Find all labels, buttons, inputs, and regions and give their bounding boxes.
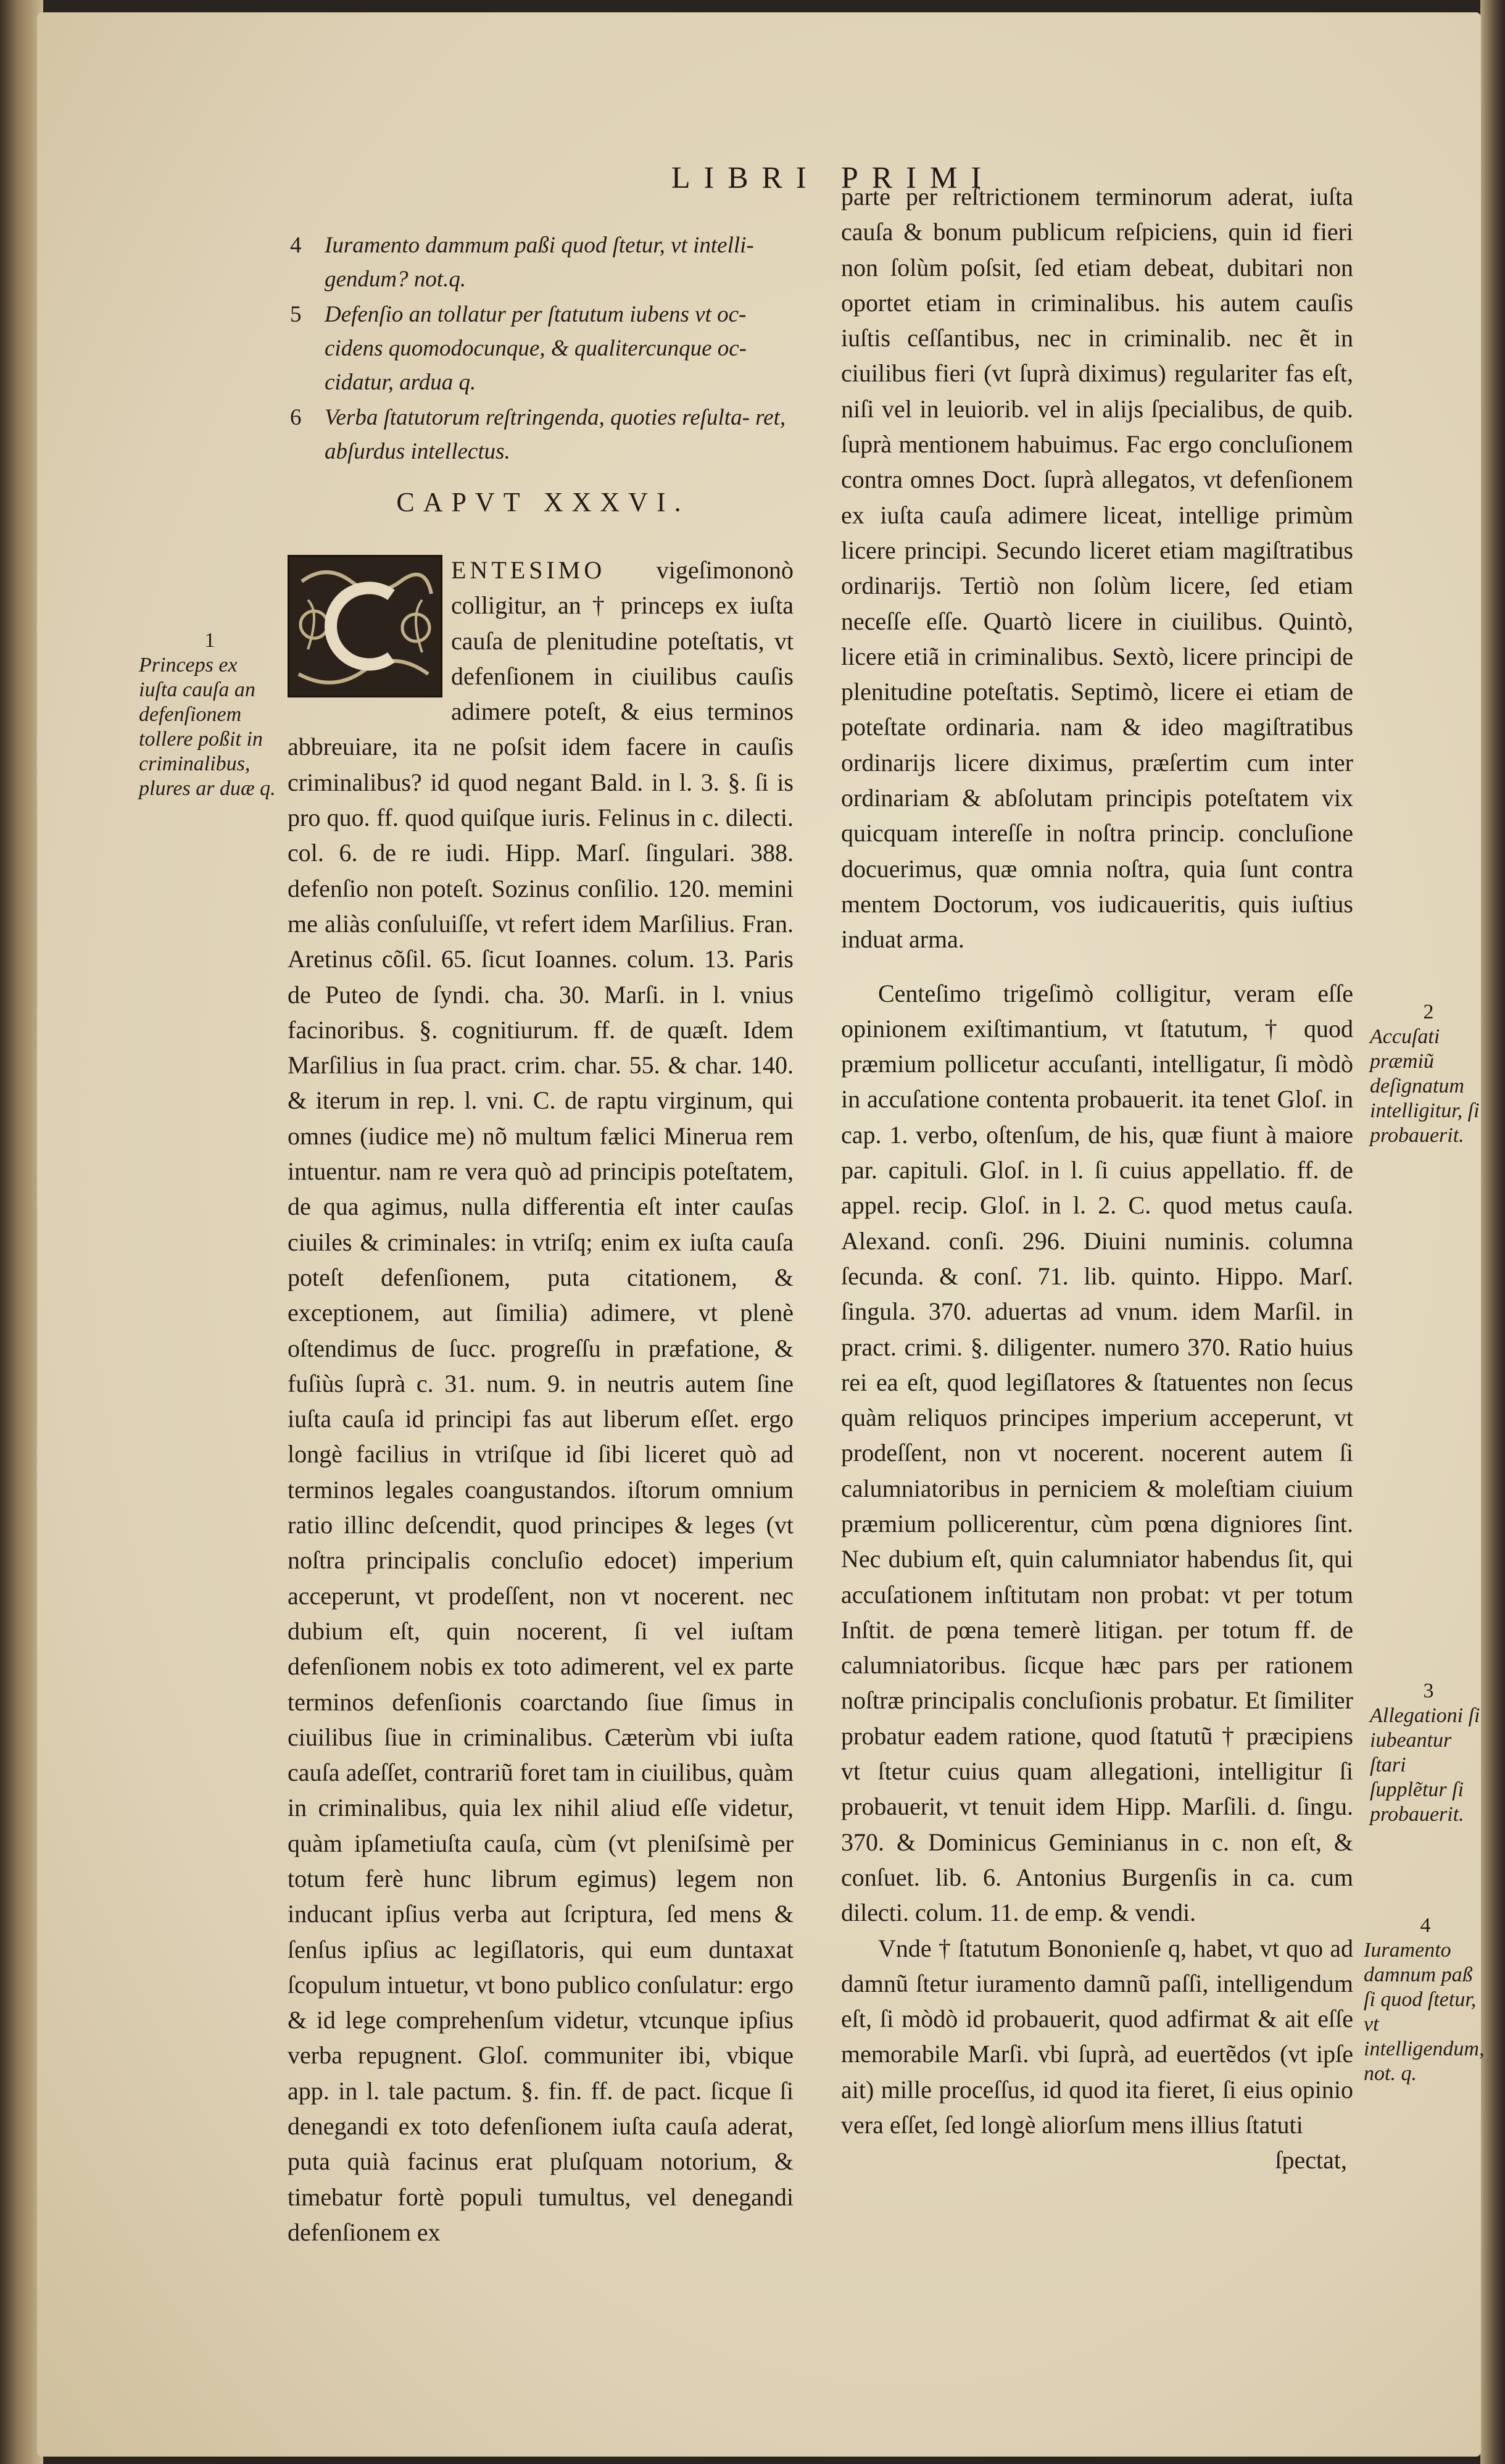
margin-note-text: Iuramento damnum paß ſi quod ſtetur, vt intelligendum, not. q. (1364, 1939, 1485, 2085)
summary-item (290, 401, 808, 468)
margin-note-number: 2 (1423, 1001, 1434, 1023)
margin-note-1 (139, 628, 281, 801)
margin-note-4 (1364, 1913, 1487, 2086)
summary-item (290, 298, 808, 399)
margin-note-number: 1 (204, 629, 215, 652)
right-column (841, 179, 1353, 2178)
summary-number: 6 (290, 405, 302, 430)
page-stack-right (1480, 0, 1505, 2464)
initial-ornament-icon (289, 557, 441, 696)
right-paragraph-3: Vnde † ſtatutum Bononienſe q, habet, vt quo ad damnũ ſtetur iuramento damnũ paſſi, intelligendum eſt, ſi mòdò id probauerit, quod adfirmat & ait eſſe memorabile Marſi. vbi ſuprà, ad euertẽdos (vt ipſe ait) mille proceſſus, id quod ita fieret, ſi eius opinio vera eſſet, ſed longè aliorſum mens illius ſtatuti (841, 1934, 1353, 2139)
margin-note-2 (1370, 1000, 1487, 1148)
chapter-lead-word: ENTESIMO (451, 556, 606, 584)
chapter-heading: CAPVT XXXVI. (396, 487, 690, 517)
margin-note-text: Allegationi ſi iubeantur ſtari ſupplẽtur ſi probauerit. (1370, 1704, 1480, 1826)
margin-note-text: Princeps ex iuſta cauſa an defenſionem tollere poßit in criminalibus, plures ar duæ q. (139, 654, 276, 800)
margin-note-text: Accuſati præmiũ deſignatum intelligitur, ſi probauerit. (1370, 1025, 1480, 1147)
summary-number: 5 (290, 302, 302, 327)
left-column (288, 552, 794, 2250)
chapter-summary (290, 228, 808, 470)
running-head: LIBRI PRIMI (671, 160, 995, 194)
right-paragraph-2: Centeſimo trigeſimò colligitur, veram eſſe opinionem exiſtimantium, vt ſtatutum, † quod præmium pollicetur accuſanti, intelligatur, ſi mòdò in accuſatione contenta probauerit. ita tenet Gloſ. in cap. 1. verbo, oſtenſum, de his, quæ fiunt à maiore par. capituli. Gloſ. in l. ſi cuius appellatio. ff. de appel. recip. Gloſ. in l. 2. C. quod metus cauſa. Alexand. conſi. 296. Diuini numinis. columna ſecunda. & conſ. 71. lib. quinto. Hippo. Marſ. ſingula. 370. aduertas ad vnum. idem Marſil. in pract. crimi. §. diligenter. numero 370. Ratio huius rei ea eſt, quod legiſlatores & ſtatuentes non ſecus quàm reliquos principes imperium acceperunt, vt prodeſſent, non vt nocerent. nocerent autem ſi calumniatoribus in perniciem & moleſtiam ciuium præmium pollicerentur, cùm pœna digniores ſint. Nec dubium eſt, quin calumniator habendus ſit, qui accuſationem inſtitutam non probat: vt per totum Inſtit. de pœna temerè litigan. per totum ff. de calumniatoribus. ſicque hæc pars per rationem noſtræ principalis concluſionis probatur. Et ſimiliter probatur eadem ratione, quod ſtatutũ † præcipiens vt ſtetur cuius quam allegationi, intelligitur ſi probauerit, vt tenuit idem Hipp. Marſili. d. ſingu. 370. & Dominicus Geminianus in c. non eſt, & conſuet. lib. 6. Antonius Burgenſis in ca. cum dilecti. colum. 11. de emp. & vendi. (841, 979, 1353, 1927)
margin-note-3 (1370, 1679, 1487, 1827)
right-paragraph-1: parte per reſtrictionem terminorum aderat, iuſta cauſa & bonum publicum reſpiciens, quin id fieri non ſolùm poſsit, ſed etiam debeat, dubitari non oportet etiam in criminalibus. his autem cauſis iuſtis ceſſantibus, nec in criminalib. nec ẽt in ciuilibus fieri (vt ſuprà diximus) regulariter fas eſt, niſi vel in leuiorib. vel in alijs ſpecialibus, de quib. ſuprà mentionem habuimus. Fac ergo concluſionem contra omnes Doct. ſuprà allegatos, vt defenſionem ex iuſta cauſa adimere liceat, intellige primùm licere principi. Secundo liceret etiam magiſtratibus ordinarijs. Tertiò non ſolùm licere, ſed etiam neceſſe eſſe. Quartò licere in ciuilibus. Quintò, licere etiã in criminalibus. Sextò, licere principi de plenitudine poteſtatis. Septimò, licere ei etiam de poteſtate ordinaria. nam & ideo magiſtratibus ordinarijs licere diximus, præſertim cum inter ordinariam & abſolutam principis poteſtatem vix quicquam intereſſe in noſtra princip. concluſione docuerimus, quæ omnia noſtra, quia ſunt contra mentem Doctorum, vos iudicaueritis, quis iuſtius induat arma. (841, 183, 1353, 954)
catchword: ſpectat, (1275, 2146, 1347, 2175)
decorated-initial (288, 555, 442, 697)
left-column-text: vigeſimononò colligitur, an † princeps ex iuſta cauſa de plenitudine poteſtatis, vt defenſionem in ciuilibus cauſis adimere poteſt, & eius terminos abbreuiare, ita ne poſsit idem facere in cauſis criminalibus? id quod negant Bald. in l. 3. §. ſi is pro quo. ff. quod quiſque iuris. Felinus in c. dilecti. col. 6. de re iudi. Hipp. Marſ. ſingulari. 388. defenſio non poteſt. Sozinus conſilio. 120. memini me aliàs conſuluiſſe, vt refert idem Marſilius. Fran. Aretinus cõſil. 65. ſicut Ioannes. colum. 13. Paris de Puteo de ſyndi. cha. 30. Marſi. in l. vnius facinoribus. §. cognitiurum. ff. de quæſt. Idem Marſilius in ſua pract. crim. char. 55. & char. 140. & iterum in rep. l. vni. C. de raptu virginum, qui omnes (iudice me) nõ multum fælici Minerua rem intuentur. nam re vera quò ad principis poteſtatem, de qua agimus, nulla differentia eſt inter cauſas ciuiles & criminales: in vtriſq; enim ex iuſta cauſa poteſt defenſionem, puta citationem, & exceptionem, aut ſimilia) adimere, vt plenè oſtendimus de ſucc. progreſſu in præfatione, & fuſiùs ſuprà c. 31. num. 9. in neutris autem ſine iuſta cauſa id principi fas aut liberum eſſet. ergo longè facilius in vtriſque id ſibi liceret quò ad terminos legales coangustandos. iſtorum omnium ratio illinc deſcendit, quod principes & leges (vt noſtra principalis concluſio edocet) imperium acceperunt, vt prodeſſent, non vt nocerent. nec dubium eſt, quin nocerent, ſi vel iuſtam defenſionem nobis ex toto adimerent, vel ex parte terminos defenſionis coarctando ſiue ſimus in ciuilibus ſiue in criminalibus. Cæterùm vbi iuſta cauſa adeſſet, contrariũ foret tam in ciuilibus, quàm in criminalibus, quia lex nihil aliud eſſe videtur, quàm ipſametiuſta cauſa, cùm (vt pleniſsimè per totum ferè hunc librum egimus) legem non inducant ipſius verba aut ſcriptura, ſed mens & ſenſus ipſius ac legiſlatoris, qui eum duntaxat ſcopulum intuetur, vt bono publico conſulatur: ergo & id lege comprehenſum videtur, vtcunque ipſius verba repugnent. Gloſ. communiter ibi, vbique app. in l. tale pactum. §. fin. ff. de pact. ſicque ſi denegandi ex toto defenſionem iuſta cauſa aderat, puta quià facinus erat pluſquam notorium, & timebatur fortè populi tumultus, vel denegandi defenſionem ex (288, 556, 794, 2246)
summary-item (290, 228, 808, 296)
summary-text: Iuramento dammum paßi quod ſtetur, vt intelli- gendum? not.q. (325, 233, 754, 292)
margin-note-number: 4 (1420, 1914, 1431, 1937)
summary-number: 4 (290, 233, 302, 258)
summary-text: Verba ſtatutorum reſtringenda, quoties reſulta- ret, abſurdus intellectus. (325, 405, 786, 464)
summary-text: Defenſio an tollatur per ſtatutum iubens vt oc- cidens quomodocunque, & qualitercunque oc- cidatur, ardua q. (325, 302, 747, 395)
margin-note-number: 3 (1423, 1679, 1434, 1702)
